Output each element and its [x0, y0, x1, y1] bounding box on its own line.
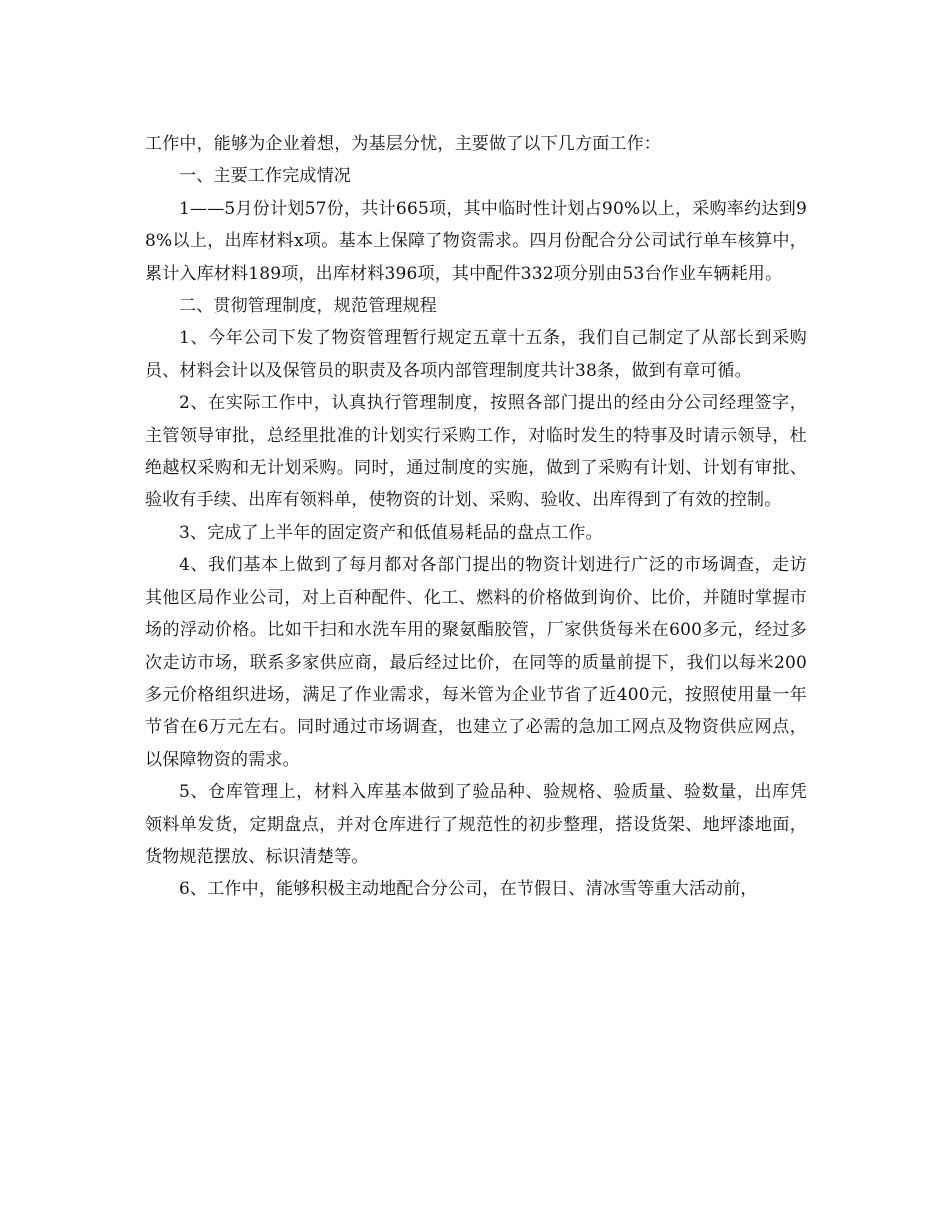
- paragraph-item-3: 3、完成了上半年的固定资产和低值易耗品的盘点工作。: [179, 522, 603, 543]
- section-heading-management: 二、贯彻管理制度，规范管理规程: [179, 296, 437, 317]
- document-body: [145, 128, 807, 906]
- paragraph-item-2: 2、在实际工作中，认真执行管理制度，按照各部门提出的经由分公司经理签字，主管领导审批，总经里批准的计划实行采购工作，对临时发生的特事及时请示领导，杜绝越权采购和无计划采购。同时，通过制度的实施，做到了采购有计划、计划有审批、验收有手续、出库有领料单，使物资的计划、采购、验收、出库得到了有效的控制。: [145, 393, 807, 511]
- intro-paragraph: 工作中，能够为企业着想，为基层分忧，主要做了以下几方面工作：: [145, 134, 661, 154]
- paragraph-item-1: 1、今年公司下发了物资管理暂行规定五章十五条，我们自己制定了从部长到采购员、材料会计以及保管员的职责及各项内部管理制度共计38条，做到有章可循。: [145, 328, 807, 381]
- paragraph-item-5: 5、仓库管理上，材料入库基本做到了验品种、验规格、验质量、验数量，出库凭领料单发货，定期盘点，并对仓库进行了规范性的初步整理，搭设货架、地坪漆地面，货物规范摆放、标识清楚等。: [145, 782, 807, 867]
- paragraph-plan-stats: 1——5月份计划57份，共计665项，其中临时性计划占90%以上，采购率约达到98%以上，出库材料x项。基本上保障了物资需求。四月份配合分公司试行单车核算中，累计入库材料189项，出库材料396项，其中配件332项分别由53台作业车辆耗用。: [145, 198, 807, 284]
- paragraph-item-6: 6、工作中，能够积极主动地配合分公司，在节假日、清冰雪等重大活动前，: [179, 879, 758, 900]
- paragraph-item-4: 4、我们基本上做到了每月都对各部门提出的物资计划进行广泛的市场调查，走访其他区局作业公司，对上百种配件、化工、燃料的价格做到询价、比价，并随时掌握市场的浮动价格。比如干扫和水洗车用的聚氨酯胶管，厂家供货每米在600多元，经过多次走访市场，联系多家供应商，最后经过比价，在同等的质量前提下，我们以每米200多元价格组织进场，满足了作业需求，每米管为企业节省了近400元，按照使用量一年节省在6万元左右。同时通过市场调查，也建立了必需的急加工网点及物资供应网点，以保障物资的需求。: [145, 555, 807, 770]
- section-heading-main-work: 一、主要工作完成情况: [179, 166, 351, 187]
